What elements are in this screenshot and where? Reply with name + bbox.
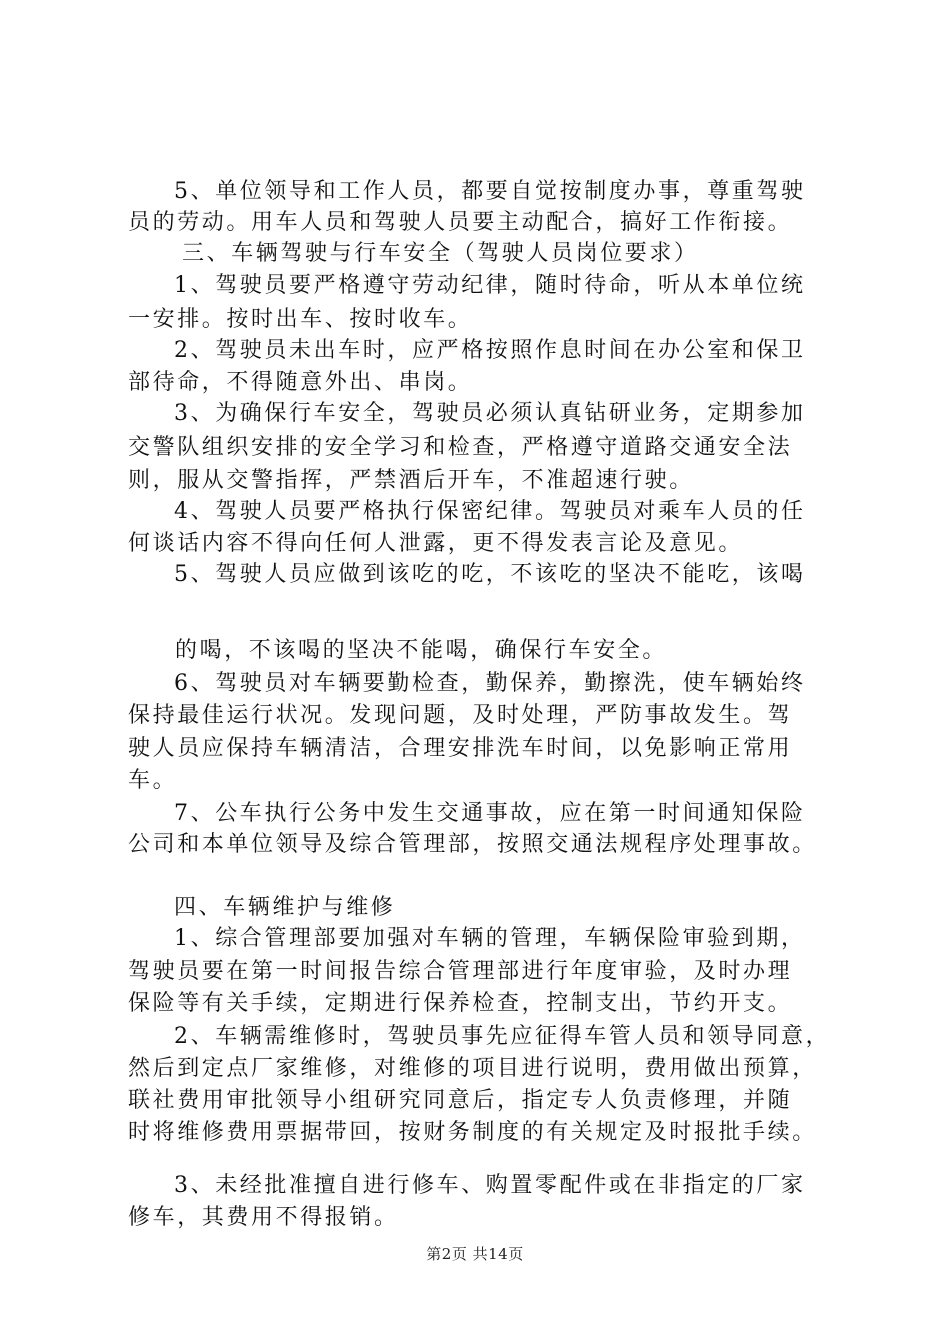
paragraph-line: 时将维修费用票据带回，按财务制度的有关规定及时报批手续。 xyxy=(128,1120,817,1145)
paragraph-line: 4、驾驶人员要严格执行保密纪律。驾驶员对乘车人员的任 xyxy=(174,499,806,524)
paragraph-line: 联社费用审批领导小组研究同意后，指定专人负责修理，并随 xyxy=(128,1088,793,1113)
paragraph-line: 1、驾驶员要严格遵守劳动纪律，随时待命，听从本单位统 xyxy=(174,273,806,298)
paragraph-line: 一安排。按时出车、按时收车。 xyxy=(128,307,473,332)
section-heading: 三、车辆驾驶与行车安全（驾驶人员岗位要求） xyxy=(182,241,699,266)
paragraph-line: 部待命，不得随意外出、串岗。 xyxy=(128,370,473,395)
paragraph-line: 保险等有关手续，定期进行保养检查，控制支出，节约开支。 xyxy=(128,991,793,1016)
page-number-footer: 第2页 共14页 xyxy=(426,1245,524,1263)
paragraph-line: 保持最佳运行状况。发现问题，及时处理，严防事故发生。驾 xyxy=(128,703,793,728)
paragraph-line: 车。 xyxy=(128,768,178,793)
paragraph-line: 6、驾驶员对车辆要勤检查，勤保养，勤擦洗，使车辆始终 xyxy=(174,671,806,696)
paragraph-line: 何谈话内容不得向任何人泄露，更不得发表言论及意见。 xyxy=(128,531,744,556)
paragraph-line: 2、车辆需维修时，驾驶员事先应征得车管人员和领导同意， xyxy=(174,1024,831,1049)
paragraph-line: 2、驾驶员未出车时，应严格按照作息时间在办公室和保卫 xyxy=(174,338,806,363)
paragraph-line: 5、驾驶人员应做到该吃的吃，不该吃的坚决不能吃，该喝 xyxy=(174,562,806,587)
paragraph-line: 的喝，不该喝的坚决不能喝，确保行车安全。 xyxy=(175,638,668,663)
paragraph-line: 则，服从交警指挥，严禁酒后开车，不准超速行驶。 xyxy=(128,468,694,493)
paragraph-line: 公司和本单位领导及综合管理部，按照交通法规程序处理事故。 xyxy=(128,832,817,857)
paragraph-line: 7、公车执行公务中发生交通事故，应在第一时间通知保险 xyxy=(174,801,806,826)
paragraph-line: 驾驶员要在第一时间报告综合管理部进行年度审验，及时办理 xyxy=(128,959,793,984)
paragraph-line: 修车，其费用不得报销。 xyxy=(128,1205,399,1230)
paragraph-line: 1、综合管理部要加强对车辆的管理，车辆保险审验到期， xyxy=(174,926,806,951)
paragraph-line: 交警队组织安排的安全学习和检查，严格遵守道路交通安全法 xyxy=(128,435,793,460)
paragraph-line: 3、未经批准擅自进行修车、购置零配件或在非指定的厂家 xyxy=(174,1173,806,1198)
section-heading: 四、车辆维护与维修 xyxy=(174,895,396,920)
paragraph-line: 5、单位领导和工作人员，都要自觉按制度办事，尊重驾驶 xyxy=(174,179,806,204)
paragraph-line: 员的劳动。用车人员和驾驶人员要主动配合，搞好工作衔接。 xyxy=(128,210,793,235)
paragraph-line: 然后到定点厂家维修，对维修的项目进行说明，费用做出预算， xyxy=(128,1056,817,1081)
paragraph-line: 3、为确保行车安全，驾驶员必须认真钻研业务，定期参加 xyxy=(174,401,806,426)
paragraph-line: 驶人员应保持车辆清洁，合理安排洗车时间，以免影响正常用 xyxy=(128,736,793,761)
